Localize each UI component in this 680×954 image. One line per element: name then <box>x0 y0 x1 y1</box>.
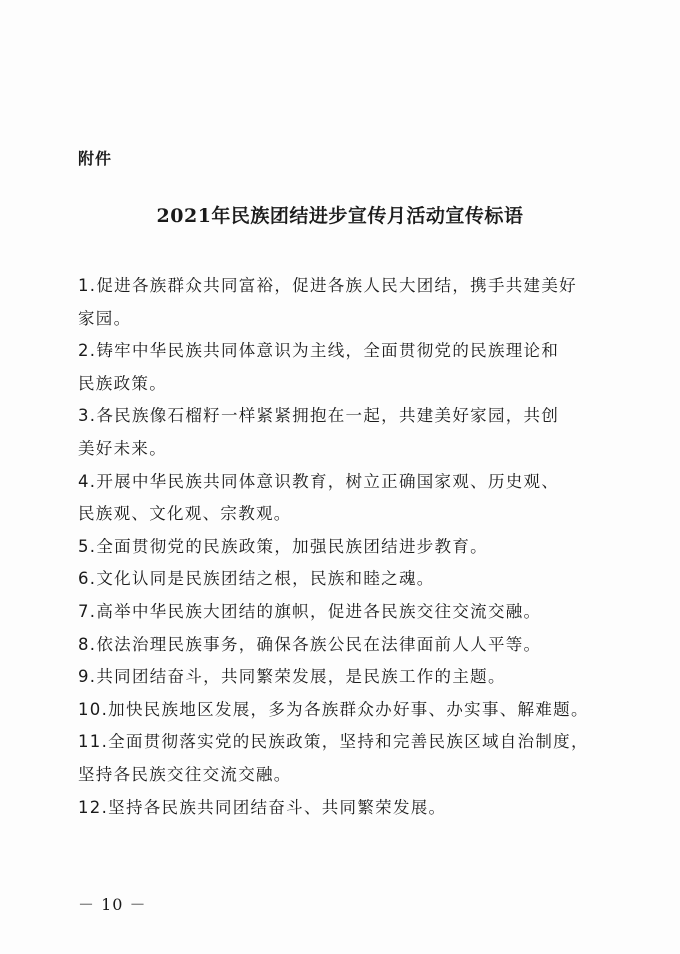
slogan-item: 6.文化认同是民族团结之根，民族和睦之魂。 <box>78 569 435 589</box>
slogan-item: 4.开展中华民族共同体意识教育，树立正确国家观、历史观、 民族观、文化观、宗教观。 <box>78 471 560 524</box>
slogan-item: 11.全面贯彻落实党的民族政策，坚持和完善民族区域自治制度， 坚持各民族交往交流交融。 <box>78 732 589 784</box>
slogan-list <box>78 270 598 824</box>
slogan-item: 10.加快民族地区发展，多为各族群众办好事、办实事、解难题。 <box>78 699 589 719</box>
slogan-item: 2.铸牢中华民族共同体意识为主线，全面贯彻党的民族理论和 民族政策。 <box>78 341 560 393</box>
slogan-item: 3.各民族像石榴籽一样紧紧拥抱在一起，共建美好家园，共创 美好未来。 <box>78 406 560 458</box>
slogan-item: 8.依法治理民族事务，确保各族公民在法律面前人人平等。 <box>78 634 542 654</box>
page-number: － 10 － <box>78 895 147 914</box>
attachment-label: 附件 <box>78 149 113 168</box>
slogan-item: 9.共同团结奋斗，共同繁荣发展，是民族工作的主题。 <box>78 667 506 687</box>
slogan-item: 12.坚持各民族共同团结奋斗、共同繁荣发展。 <box>78 797 447 817</box>
slogan-item: 7.高举中华民族大团结的旗帜，促进各民族交往交流交融。 <box>78 601 542 621</box>
page-title: 2021年民族团结进步宣传月活动宣传标语 <box>156 205 524 227</box>
slogan-item: 1.促进各族群众共同富裕，促进各族人民大团结，携手共建美好 家园。 <box>78 276 577 328</box>
slogan-item: 5.全面贯彻党的民族政策，加强民族团结进步教育。 <box>78 536 488 556</box>
